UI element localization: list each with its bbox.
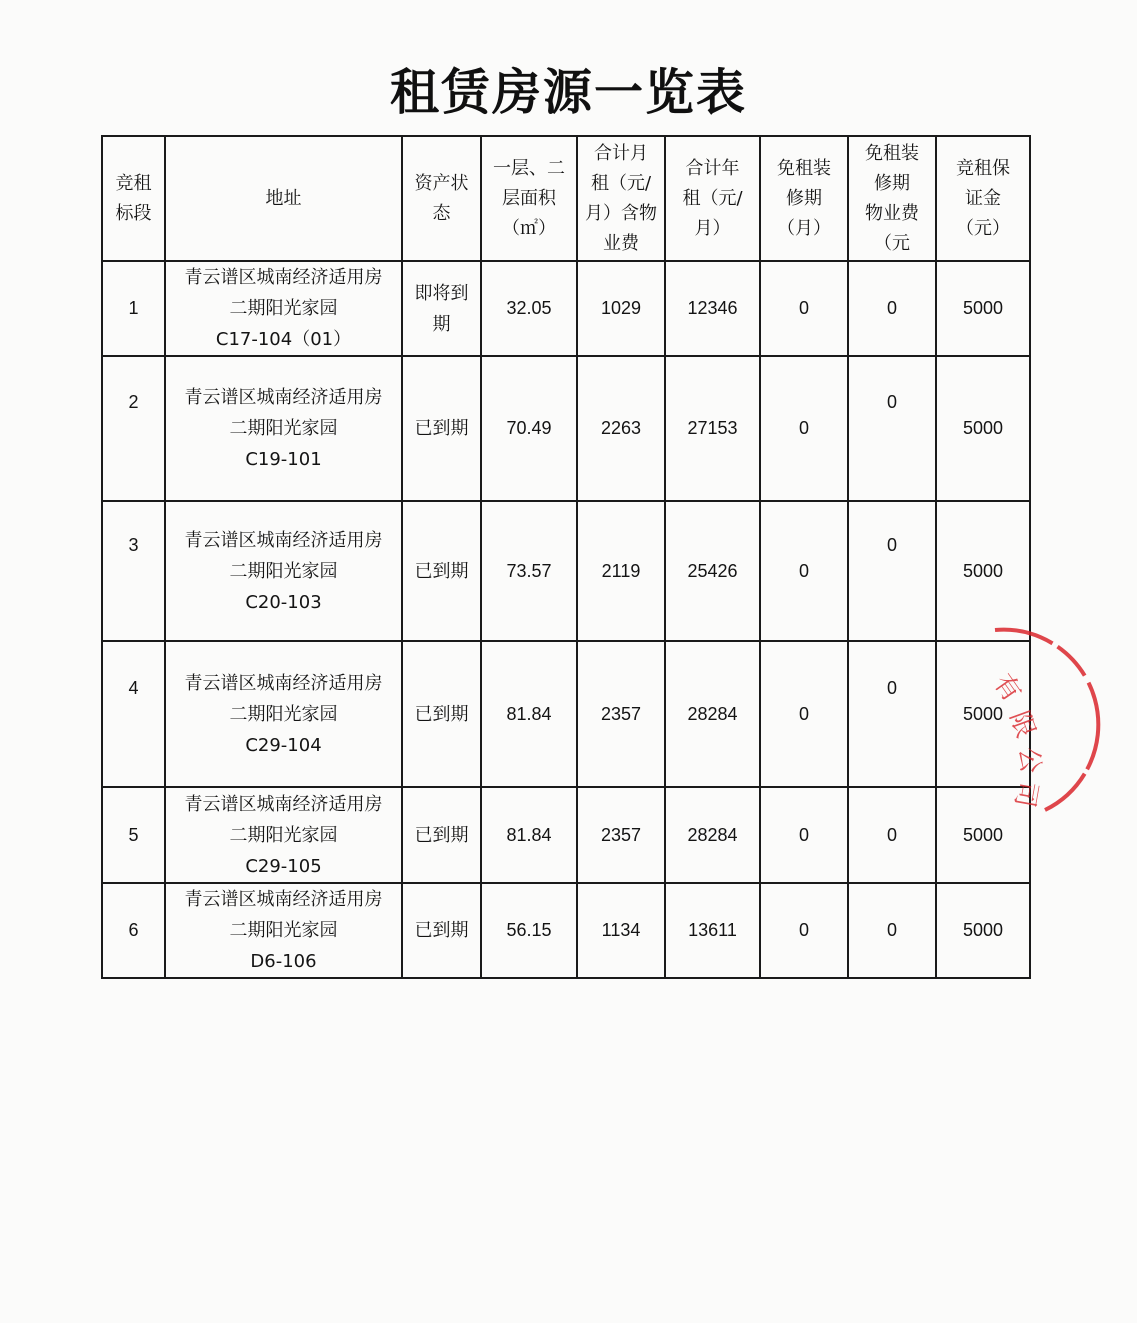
cell-monthly-rent: 2263 bbox=[577, 356, 665, 501]
header-text: 层面积 bbox=[502, 187, 556, 209]
status-line: 期 bbox=[432, 313, 451, 335]
cell-area: 70.49 bbox=[481, 356, 577, 501]
header-text: 合计年 bbox=[685, 157, 740, 179]
header-text: 免租装 bbox=[777, 157, 831, 179]
address-line: 青云谱区城南经济适用房 bbox=[184, 889, 383, 910]
page-title: 租赁房源一览表 bbox=[389, 63, 747, 121]
header-rent-free-period bbox=[760, 136, 848, 261]
header-text: 免租装 bbox=[865, 142, 919, 164]
address-line: 二期阳光家园 bbox=[229, 824, 338, 846]
cell-monthly-rent: 1134 bbox=[577, 883, 665, 978]
header-text: 一层、二 bbox=[493, 157, 565, 179]
address-line: 青云谱区城南经济适用房 bbox=[184, 387, 383, 408]
cell-annual-rent: 13611 bbox=[665, 883, 760, 978]
header-address bbox=[165, 136, 402, 261]
cell-free-months: 0 bbox=[760, 641, 848, 787]
header-text: 资产状 bbox=[414, 172, 469, 194]
cell-area: 81.84 bbox=[481, 641, 577, 787]
cell-lot-no bbox=[102, 501, 165, 641]
cell-free-fee bbox=[848, 501, 936, 641]
header-text: 业费 bbox=[603, 232, 639, 254]
address-line: C20-103 bbox=[245, 591, 322, 613]
cell-address bbox=[165, 883, 402, 978]
table-row bbox=[102, 261, 1030, 356]
header-asset-status bbox=[402, 136, 481, 261]
cell-free-fee: 0 bbox=[848, 883, 936, 978]
status-line: 即将到 bbox=[414, 282, 469, 304]
cell-annual-rent: 12346 bbox=[665, 261, 760, 356]
header-row bbox=[102, 136, 1030, 261]
cell-asset-status bbox=[402, 261, 481, 356]
address-line: 二期阳光家园 bbox=[229, 560, 338, 582]
address-line: C29-105 bbox=[245, 855, 322, 877]
cell-asset-status: 已到期 bbox=[402, 356, 481, 501]
header-text: （㎡） bbox=[502, 217, 556, 239]
rental-listing-table bbox=[101, 135, 1031, 979]
address-line: C17-104（01） bbox=[215, 329, 352, 350]
cell-area: 73.57 bbox=[481, 501, 577, 641]
table-row bbox=[102, 356, 1030, 501]
free-fee-text: 0 bbox=[886, 677, 897, 698]
cell-asset-status: 已到期 bbox=[402, 501, 481, 641]
cell-area: 32.05 bbox=[481, 261, 577, 356]
cell-asset-status: 已到期 bbox=[402, 641, 481, 787]
cell-free-months: 0 bbox=[760, 787, 848, 883]
cell-monthly-rent: 1029 bbox=[577, 261, 665, 356]
header-text: 竞租 bbox=[115, 172, 152, 194]
svg-text:公: 公 bbox=[1013, 745, 1046, 775]
cell-lot-no: 6 bbox=[102, 883, 165, 978]
lot-no-text: 2 bbox=[128, 392, 139, 412]
cell-area: 81.84 bbox=[481, 787, 577, 883]
header-text: 修期 bbox=[786, 187, 822, 209]
header-text: 修期 bbox=[874, 172, 910, 194]
header-text: （月） bbox=[777, 217, 831, 239]
address-line: 青云谱区城南经济适用房 bbox=[184, 529, 383, 551]
cell-address bbox=[165, 501, 402, 641]
header-text: 月） bbox=[694, 217, 731, 239]
cell-deposit: 5000 bbox=[936, 883, 1030, 978]
header-text: （元 bbox=[874, 232, 910, 254]
cell-annual-rent: 28284 bbox=[665, 787, 760, 883]
cell-address bbox=[165, 261, 402, 356]
cell-monthly-rent: 2357 bbox=[577, 787, 665, 883]
cell-annual-rent: 25426 bbox=[665, 501, 760, 641]
cell-deposit: 5000 bbox=[936, 641, 1030, 787]
svg-text:司: 司 bbox=[1008, 778, 1043, 810]
cell-free-fee bbox=[848, 641, 936, 787]
address-line: 二期阳光家园 bbox=[229, 703, 338, 725]
header-monthly-rent bbox=[577, 136, 665, 261]
cell-lot-no: 5 bbox=[102, 787, 165, 883]
cell-free-fee: 0 bbox=[848, 261, 936, 356]
header-text: 租（元/ bbox=[682, 187, 743, 209]
address-line: C19-101 bbox=[245, 449, 322, 470]
cell-free-fee bbox=[848, 356, 936, 501]
cell-free-months: 0 bbox=[760, 261, 848, 356]
cell-free-fee: 0 bbox=[848, 787, 936, 883]
svg-text:限: 限 bbox=[1003, 707, 1041, 742]
cell-deposit: 5000 bbox=[936, 501, 1030, 641]
table-row bbox=[102, 787, 1030, 883]
cell-lot-no bbox=[102, 641, 165, 787]
cell-address bbox=[165, 356, 402, 501]
address-line: D6-106 bbox=[250, 951, 317, 972]
header-text: 合计月 bbox=[594, 142, 648, 164]
header-text: 月）含物 bbox=[585, 202, 657, 224]
address-line: 青云谱区城南经济适用房 bbox=[184, 672, 383, 694]
cell-lot-no bbox=[102, 356, 165, 501]
address-line: C29-104 bbox=[245, 734, 322, 756]
address-line: 二期阳光家园 bbox=[229, 418, 338, 439]
header-text: 竞租保 bbox=[956, 157, 1010, 179]
address-line: 二期阳光家园 bbox=[229, 298, 338, 319]
cell-free-months: 0 bbox=[760, 883, 848, 978]
cell-deposit: 5000 bbox=[936, 787, 1030, 883]
header-area bbox=[481, 136, 577, 261]
cell-monthly-rent: 2119 bbox=[577, 501, 665, 641]
free-fee-text: 0 bbox=[886, 392, 897, 412]
cell-annual-rent: 28284 bbox=[665, 641, 760, 787]
cell-deposit: 5000 bbox=[936, 356, 1030, 501]
table-row bbox=[102, 501, 1030, 641]
cell-area: 56.15 bbox=[481, 883, 577, 978]
table-row bbox=[102, 883, 1030, 978]
header-text: 物业费 bbox=[865, 202, 919, 224]
cell-monthly-rent: 2357 bbox=[577, 641, 665, 787]
cell-asset-status: 已到期 bbox=[402, 787, 481, 883]
header-text: 租（元/ bbox=[590, 172, 652, 194]
address-line: 二期阳光家园 bbox=[229, 920, 338, 941]
header-rent-free-property-fee bbox=[848, 136, 936, 261]
free-fee-text: 0 bbox=[886, 534, 897, 555]
cell-lot-no: 1 bbox=[102, 261, 165, 356]
address-line: 青云谱区城南经济适用房 bbox=[184, 793, 383, 815]
cell-free-months: 0 bbox=[760, 501, 848, 641]
cell-address bbox=[165, 641, 402, 787]
cell-deposit: 5000 bbox=[936, 261, 1030, 356]
header-text: 态 bbox=[432, 202, 451, 224]
lot-no-text: 3 bbox=[128, 534, 139, 555]
address-line: 青云谱区城南经济适用房 bbox=[184, 267, 383, 288]
header-deposit bbox=[936, 136, 1030, 261]
table-row bbox=[102, 641, 1030, 787]
header-lot-no bbox=[102, 136, 165, 261]
svg-text:有: 有 bbox=[987, 668, 1027, 708]
cell-free-months: 0 bbox=[760, 356, 848, 501]
header-text: （元） bbox=[956, 217, 1010, 239]
header-text: 地址 bbox=[265, 187, 302, 209]
header-annual-rent bbox=[665, 136, 760, 261]
cell-annual-rent: 27153 bbox=[665, 356, 760, 501]
header-text: 标段 bbox=[115, 202, 152, 224]
header-text: 证金 bbox=[965, 187, 1001, 209]
cell-address bbox=[165, 787, 402, 883]
lot-no-text: 4 bbox=[128, 677, 139, 698]
cell-asset-status: 已到期 bbox=[402, 883, 481, 978]
